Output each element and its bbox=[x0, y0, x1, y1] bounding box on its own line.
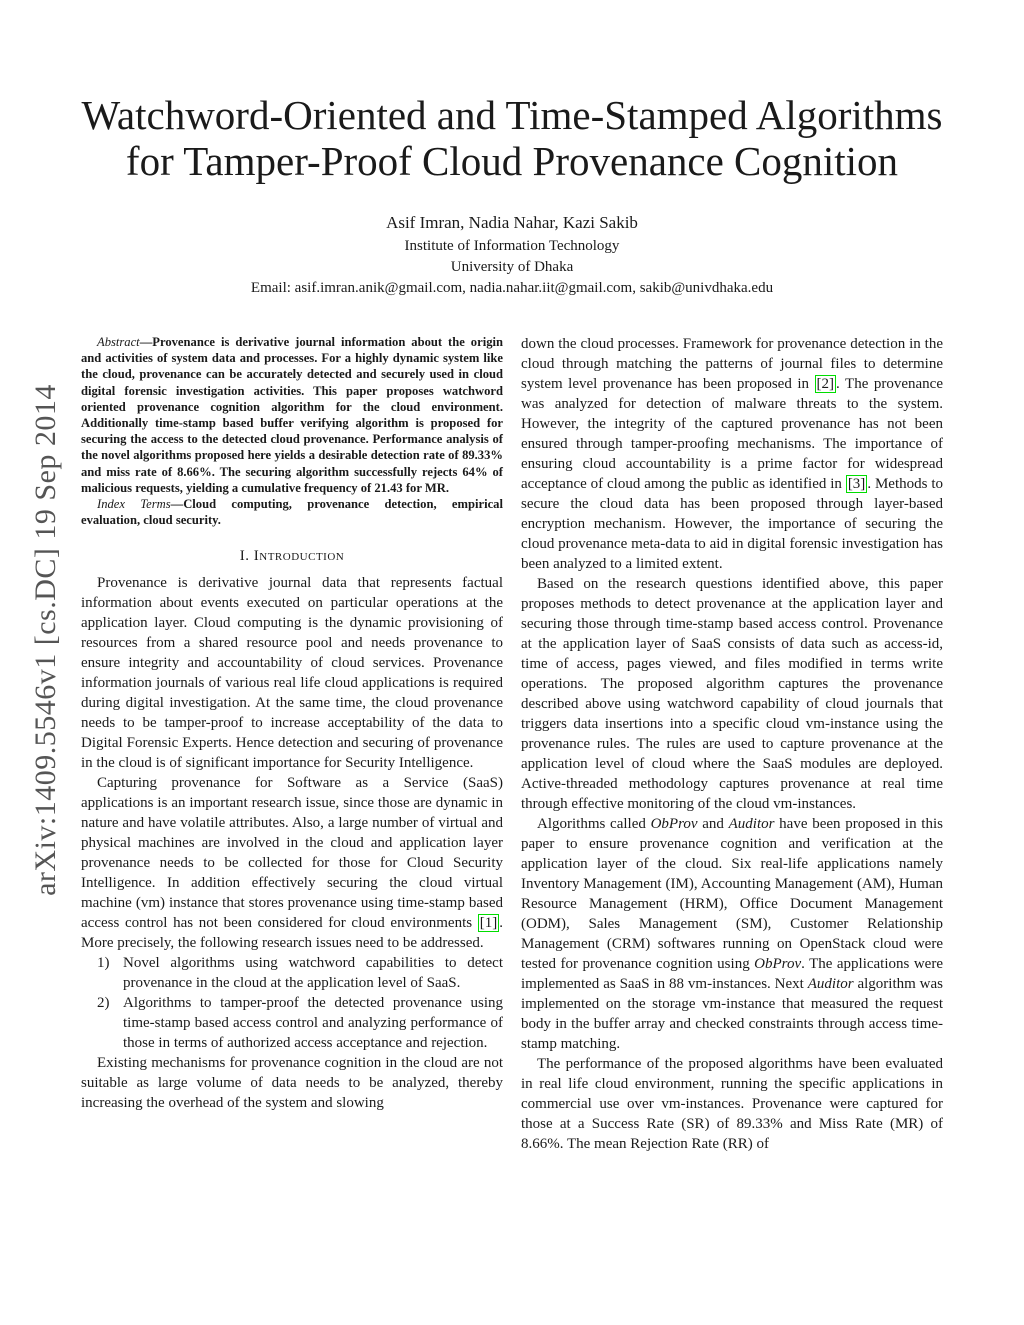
right-paragraph-3-text-e: algorithm was implemented on the storage vm-instance that measured the request body in the buffer array and checked constraints through access time-stamp matching. bbox=[521, 976, 943, 1052]
obprov-term: ObProv bbox=[754, 956, 802, 972]
abstract-label: Abstract bbox=[97, 335, 140, 349]
list-item-number: 2) bbox=[97, 995, 110, 1012]
right-paragraph-1-text-a: down the cloud processes. Framework for provenance detection in the cloud through matching the patterns of journal files to determine system level provenance has been proposed in bbox=[521, 336, 943, 392]
right-paragraph-3-text-a: Algorithms called bbox=[537, 816, 651, 832]
list-item-text: Algorithms to tamper-proof the detected provenance using time-stamp based access control and analyzing performance of those in terms of authorized access acceptance and rejection. bbox=[123, 995, 503, 1052]
right-paragraph-4: The performance of the proposed algorithms have been evaluated in real life cloud environment, running the specific applications in commercial use over vm-instances. Provenance were captured for those at a Success Rate (SR) of 89.33% and Miss Rate (MR) of 8.66%. The mean Rejection Rate (RR) of bbox=[521, 1056, 943, 1152]
right-paragraph-2: Based on the research questions identified above, this paper proposes methods to detect provenance at the application layer and securing those through time-stamp based access control. Provenance at the application layer of SaaS consists of data such as access-id, time of access, pages viewed, and files modified in terms write operations. The proposed algorithm captures the provenance described above using watchword capability of cloud journals that triggers data insertions into a specific cloud vm-instance using the provenance rules. The rules are used to capture provenance at the application level of cloud where the SaaS modules are deployed. Active-threaded methodology captures provenance at real time through effective monitoring of the cloud vm-instances. bbox=[521, 576, 943, 812]
right-paragraph-1 bbox=[521, 334, 943, 574]
author-emails: Email: asif.imran.anik@gmail.com, nadia.nahar.iit@gmail.com, sakib@univdhaka.edu bbox=[250, 280, 774, 296]
title-line-2: for Tamper-Proof Cloud Provenance Cognition bbox=[125, 138, 899, 184]
intro-paragraph-2 bbox=[81, 773, 503, 953]
right-paragraph-3-text-d: . The applications were implemented as SaaS in 88 vm-instances. Next bbox=[521, 956, 943, 992]
abstract-text: —Provenance is derivative journal information about the origin and activities of system data and processes. For a highly dynamic system like the cloud, provenance can be accurately detected and securely used in cloud digital forensic investigation activities. This paper proposes watchword oriented provenance cognition algorithm for the cloud environment. Additionally time-stamp based buffer verifying algorithm is proposed for securing the access to the detected cloud provenance. Performance analysis of the novel algorithms proposed here yields a desirable detection rate of 89.33% and miss rate of 8.66%. The securing algorithm successfully rejects 64% of malicious requests, yielding a cumulative frequency of 21.43 for MR. bbox=[81, 335, 503, 495]
title-line-1: Watchword-Oriented and Time-Stamped Algorithms bbox=[81, 92, 943, 138]
citation-link-1[interactable]: [1] bbox=[479, 915, 498, 932]
obprov-term: ObProv bbox=[650, 816, 698, 832]
index-terms-text: —Cloud computing, provenance detection, empirical evaluation, cloud security. bbox=[81, 497, 503, 528]
intro-paragraph-3: Existing mechanisms for provenance cognition in the cloud are not suitable as large volume of data needs to be analyzed, thereby increasing the overhead of the system and slowing bbox=[81, 1055, 503, 1112]
index-terms bbox=[81, 496, 503, 528]
paper-title bbox=[60, 92, 964, 184]
right-column bbox=[521, 334, 943, 1154]
right-paragraph-3-text-c: have been proposed in this paper to ensure provenance cognition and verification at the application layer of the cloud. Six real-life applications namely Inventory Management (IM), Accounting Management (AM), Human Resource Management (HRM), Office Document Management (ODM), Sales Management (SM), Customer Relationship Management (CRM) softwares running on OpenStack cloud were tested for provenance cognition using bbox=[521, 816, 943, 972]
right-paragraph-3-text-b: and bbox=[697, 816, 729, 832]
intro-paragraph-2-text-a: Capturing provenance for Software as a Service (SaaS) applications is an important research issue, since those are dynamic in nature and have volatile attributes. Also, a large number of virtual and physical machines are involved in the cloud and application layer provenance needs to be collected for those for Cloud Security Intelligence. In addition effectively securing the cloud virtual machine (vm) instance that stores provenance using time-stamp based access control has not been considered for cloud environments bbox=[81, 775, 503, 932]
left-column bbox=[81, 334, 503, 1113]
auditor-term: Auditor bbox=[807, 976, 854, 992]
affiliation-university: University of Dhaka bbox=[450, 259, 574, 275]
list-item-number: 1) bbox=[97, 955, 110, 972]
research-issues-list bbox=[81, 953, 503, 1053]
abstract bbox=[81, 334, 503, 496]
section-heading-introduction: I. Introduction bbox=[239, 548, 345, 565]
arxiv-identifier: arXiv:1409.5546v1 [cs.DC] 19 Sep 2014 bbox=[29, 384, 62, 896]
list-item bbox=[81, 953, 503, 993]
right-paragraph-3 bbox=[521, 814, 943, 1054]
right-paragraph-1-text-c: . Methods to secure the cloud data has been proposed through layer-based encryption mechanism. However, the importance of securing the cloud provenance meta-data to aid in digital forensic investigation has been analyzed to a limited extent. bbox=[521, 476, 943, 572]
right-paragraph-1-text-b: . The provenance was analyzed for detection of malware threats to the system. However, the integrity of the captured provenance has not been ensured through tamper-proofing mechanisms. The importance of ensuring cloud accountability is a prime factor for widespread acceptance of cloud among the public as identified in bbox=[521, 376, 943, 492]
index-terms-label: Index Terms bbox=[97, 497, 171, 512]
list-item bbox=[81, 993, 503, 1053]
author-list: Asif Imran, Nadia Nahar, Kazi Sakib bbox=[386, 213, 638, 232]
auditor-term: Auditor bbox=[728, 816, 775, 832]
citation-link-2[interactable]: [2] bbox=[816, 376, 835, 392]
citation-link-3[interactable]: [3] bbox=[847, 476, 866, 492]
affiliation-institute: Institute of Information Technology bbox=[404, 238, 620, 254]
intro-paragraph-2-text-b: . More precisely, the following research issues need to be addressed. bbox=[81, 915, 503, 952]
list-item-text: Novel algorithms using watchword capabilities to detect provenance in the cloud at the application level of SaaS. bbox=[123, 955, 503, 992]
intro-paragraph-1: Provenance is derivative journal data that represents factual information about events executed on particular operations at the application layer. Cloud computing is the dynamic provisioning of resources from a shared resource pool and needs provenance to ensure integrity and accountability of cloud services. Provenance information journals of various real life cloud applications is required during digital investigation. At the same time, the cloud provenance needs to be tamper-proof to increase acceptability of the data to Digital Forensic Experts. Hence detection and securing of provenance in the cloud is of significant importance for Security Intelligence. bbox=[81, 575, 503, 772]
